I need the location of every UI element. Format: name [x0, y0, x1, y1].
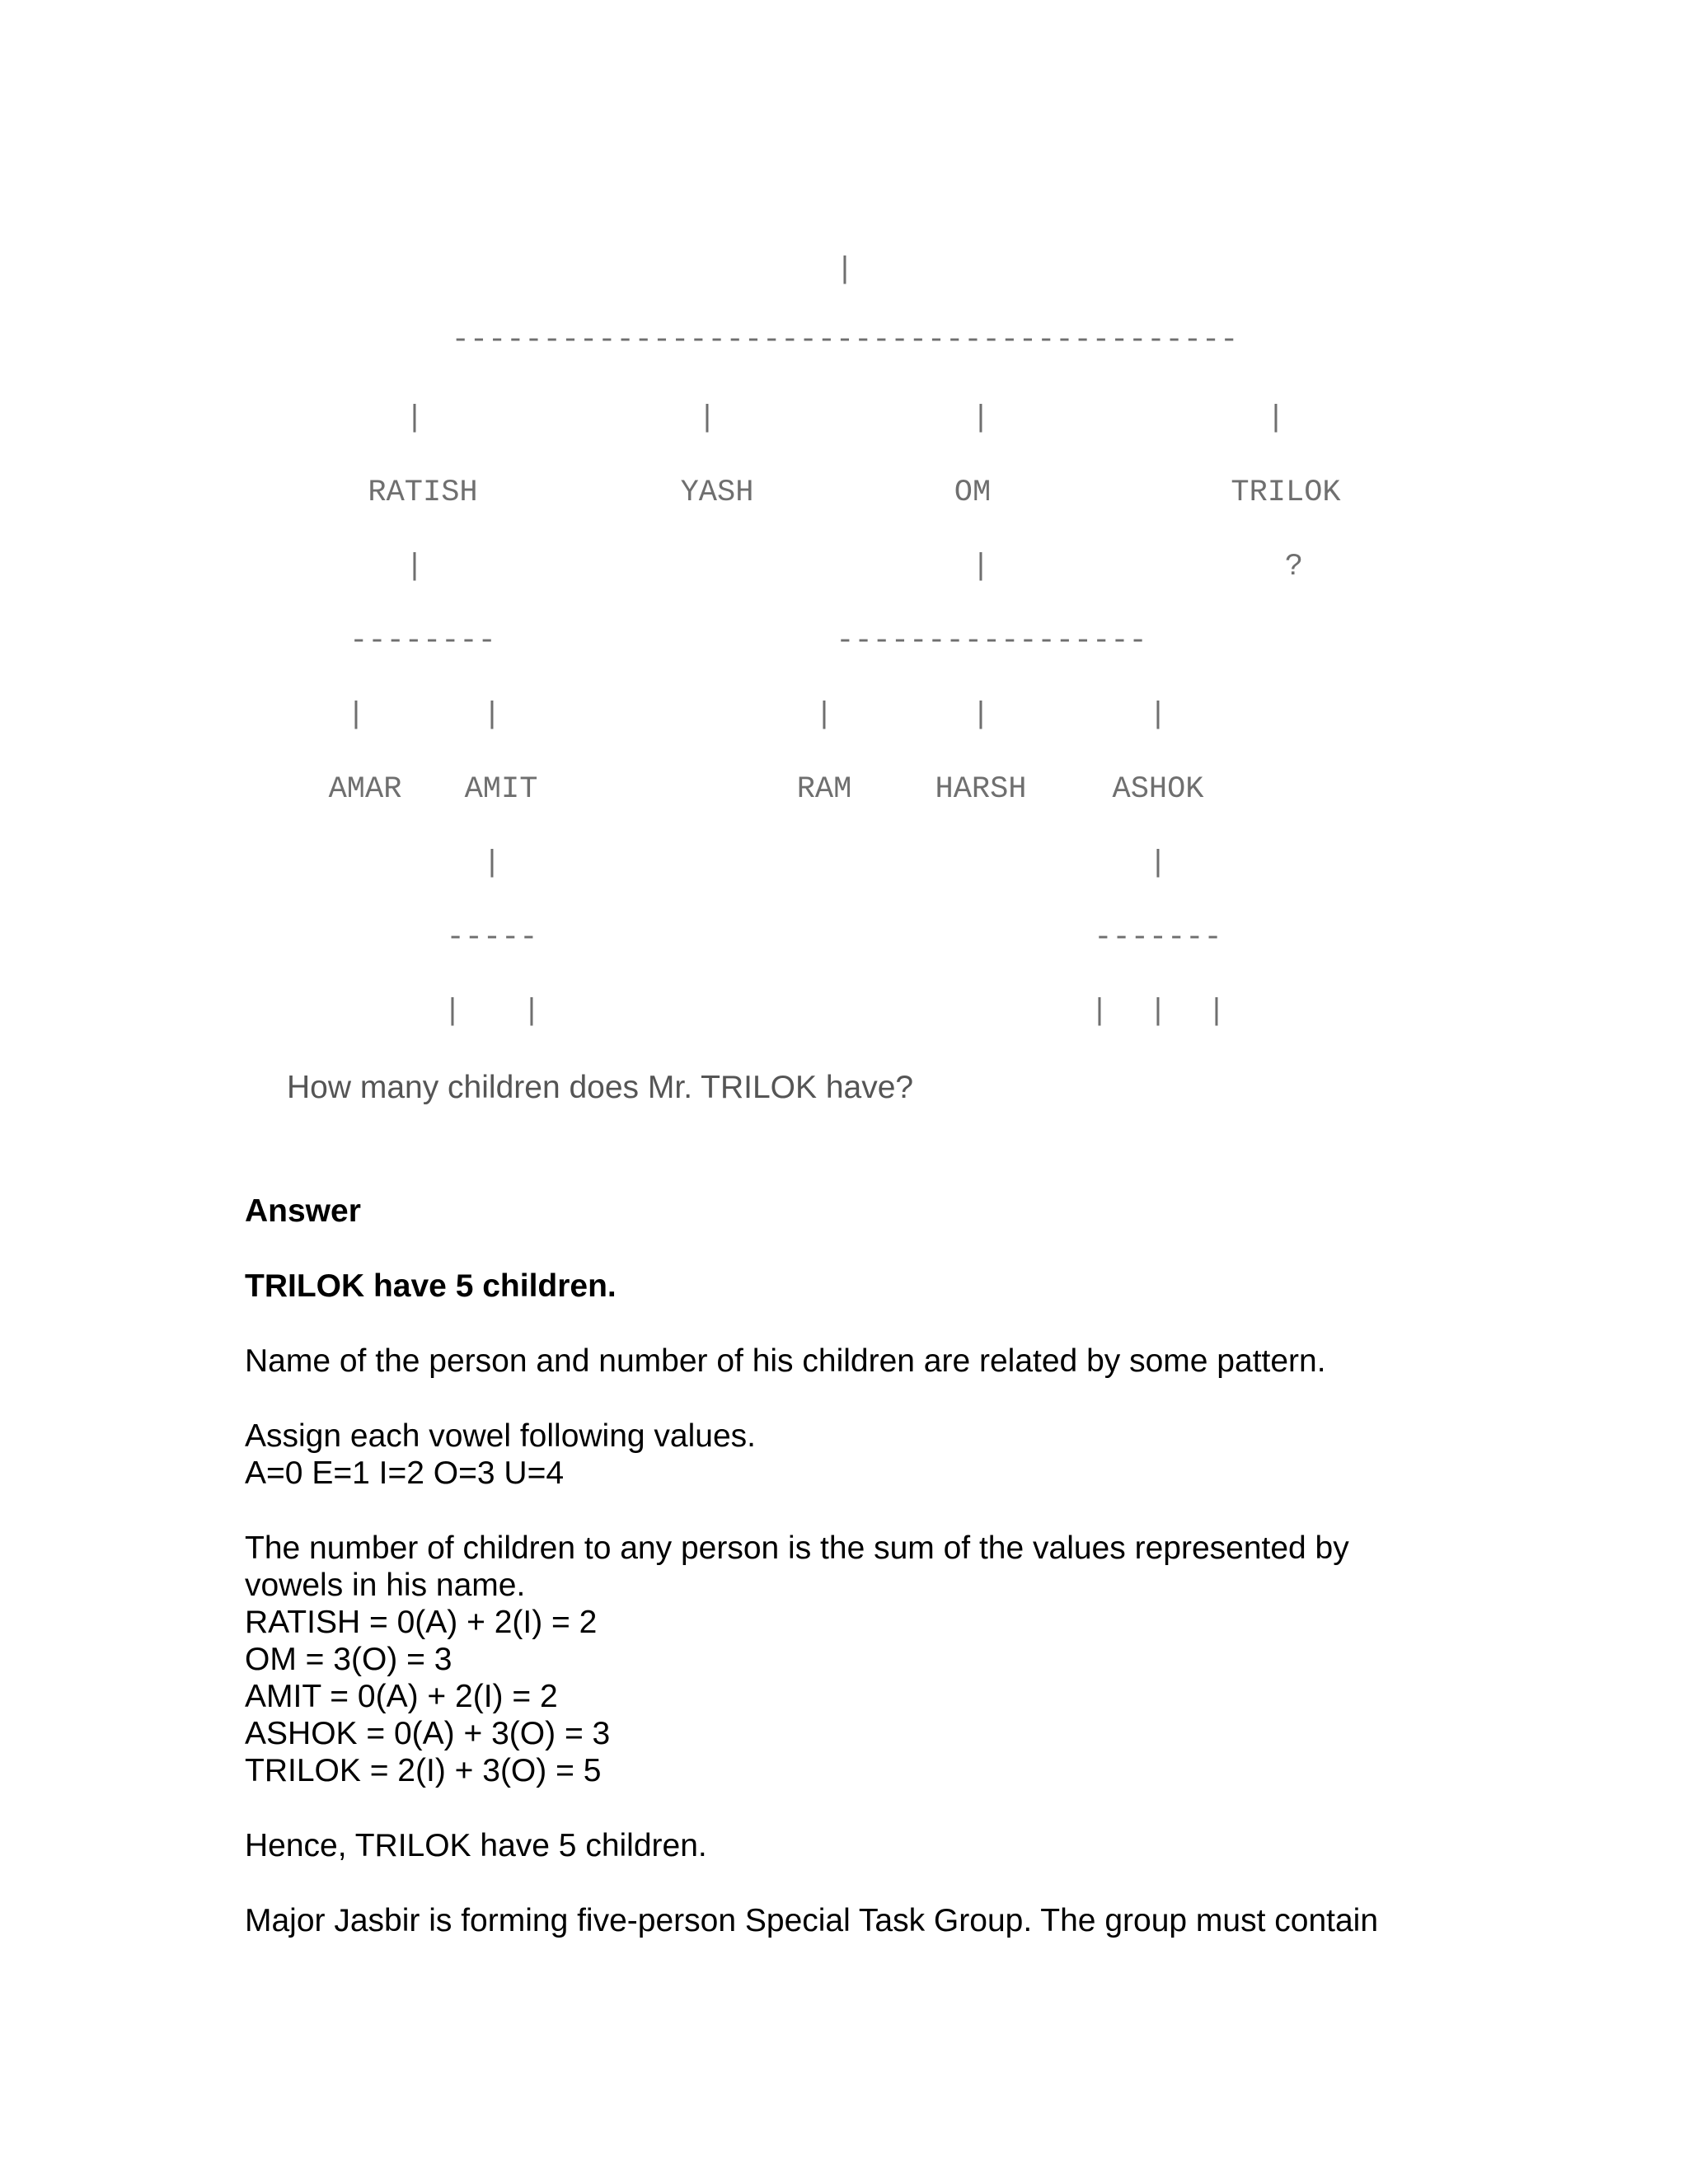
tree-connector-ashok-child-2: | [1148, 995, 1168, 1029]
tree-connector-ratish: | [405, 401, 424, 436]
tree-name-yash: YASH [680, 476, 754, 510]
tree-connector-yash: | [697, 401, 717, 436]
tree-connector-ashok: | [1148, 698, 1168, 733]
explanation-conclusion: Hence, TRILOK have 5 children. [245, 1828, 707, 1863]
tree-root-connector: | [835, 253, 855, 288]
explanation-rule-line-1: The number of children to any person is the sum of the values represented by [245, 1530, 1349, 1566]
tree-ratish-children-line: -------- [349, 624, 496, 658]
tree-connector-om-down: | [971, 550, 991, 584]
tree-connector-ratish-down: | [405, 550, 424, 584]
tree-ashok-children-line: ------- [1094, 921, 1222, 955]
tree-name-ram: RAM [796, 772, 852, 807]
tree-connector-amar: | [346, 698, 366, 733]
tree-connector-ashok-child-1: | [1090, 995, 1109, 1029]
tree-om-children-line: ----------------- [836, 624, 1147, 658]
tree-connector-om: | [971, 401, 991, 436]
tree-connector-amit-child-2: | [522, 995, 542, 1029]
explanation-values: A=0 E=1 I=2 O=3 U=4 [245, 1455, 565, 1491]
explanation-assign: Assign each vowel following values. [245, 1418, 757, 1454]
tree-connector-ashok-child-3: | [1207, 995, 1226, 1029]
tree-trilok-unknown-marker: ? [1284, 550, 1304, 584]
tree-level1-line: ------------------------------------------- [451, 323, 1239, 358]
tree-connector-ashok-down: | [1148, 846, 1168, 881]
calculation-om: OM = 3(O) = 3 [245, 1642, 452, 1677]
tree-connector-ram: | [814, 698, 834, 733]
tree-name-amit: AMIT [464, 772, 538, 807]
calculation-amit: AMIT = 0(A) + 2(I) = 2 [245, 1679, 558, 1714]
explanation-rule-line-2: vowels in his name. [245, 1568, 526, 1603]
tree-name-harsh: HARSH [935, 772, 1027, 807]
answer-statement: TRILOK have 5 children. [245, 1268, 617, 1304]
tree-connector-amit: | [482, 698, 502, 733]
next-question-text: Major Jasbir is forming five-person Special Task Group. The group must contain [245, 1903, 1379, 1938]
question-text: How many children does Mr. TRILOK have? [287, 1070, 914, 1105]
calculation-ratish: RATISH = 0(A) + 2(I) = 2 [245, 1605, 598, 1640]
answer-heading: Answer [245, 1193, 361, 1229]
tree-connector-amit-down: | [482, 846, 502, 881]
tree-name-trilok: TRILOK [1231, 476, 1341, 510]
calculation-ashok: ASHOK = 0(A) + 3(O) = 3 [245, 1716, 611, 1751]
tree-connector-amit-child-1: | [443, 995, 462, 1029]
tree-amit-children-line: ----- [446, 921, 538, 955]
tree-name-ashok: ASHOK [1112, 772, 1204, 807]
tree-connector-harsh: | [971, 698, 991, 733]
tree-name-ratish: RATISH [368, 476, 478, 510]
tree-name-om: OM [954, 476, 992, 510]
tree-connector-trilok: | [1266, 401, 1286, 436]
tree-name-amar: AMAR [328, 772, 402, 807]
calculation-trilok: TRILOK = 2(I) + 3(O) = 5 [245, 1753, 602, 1788]
explanation-intro: Name of the person and number of his children are related by some pattern. [245, 1343, 1326, 1379]
